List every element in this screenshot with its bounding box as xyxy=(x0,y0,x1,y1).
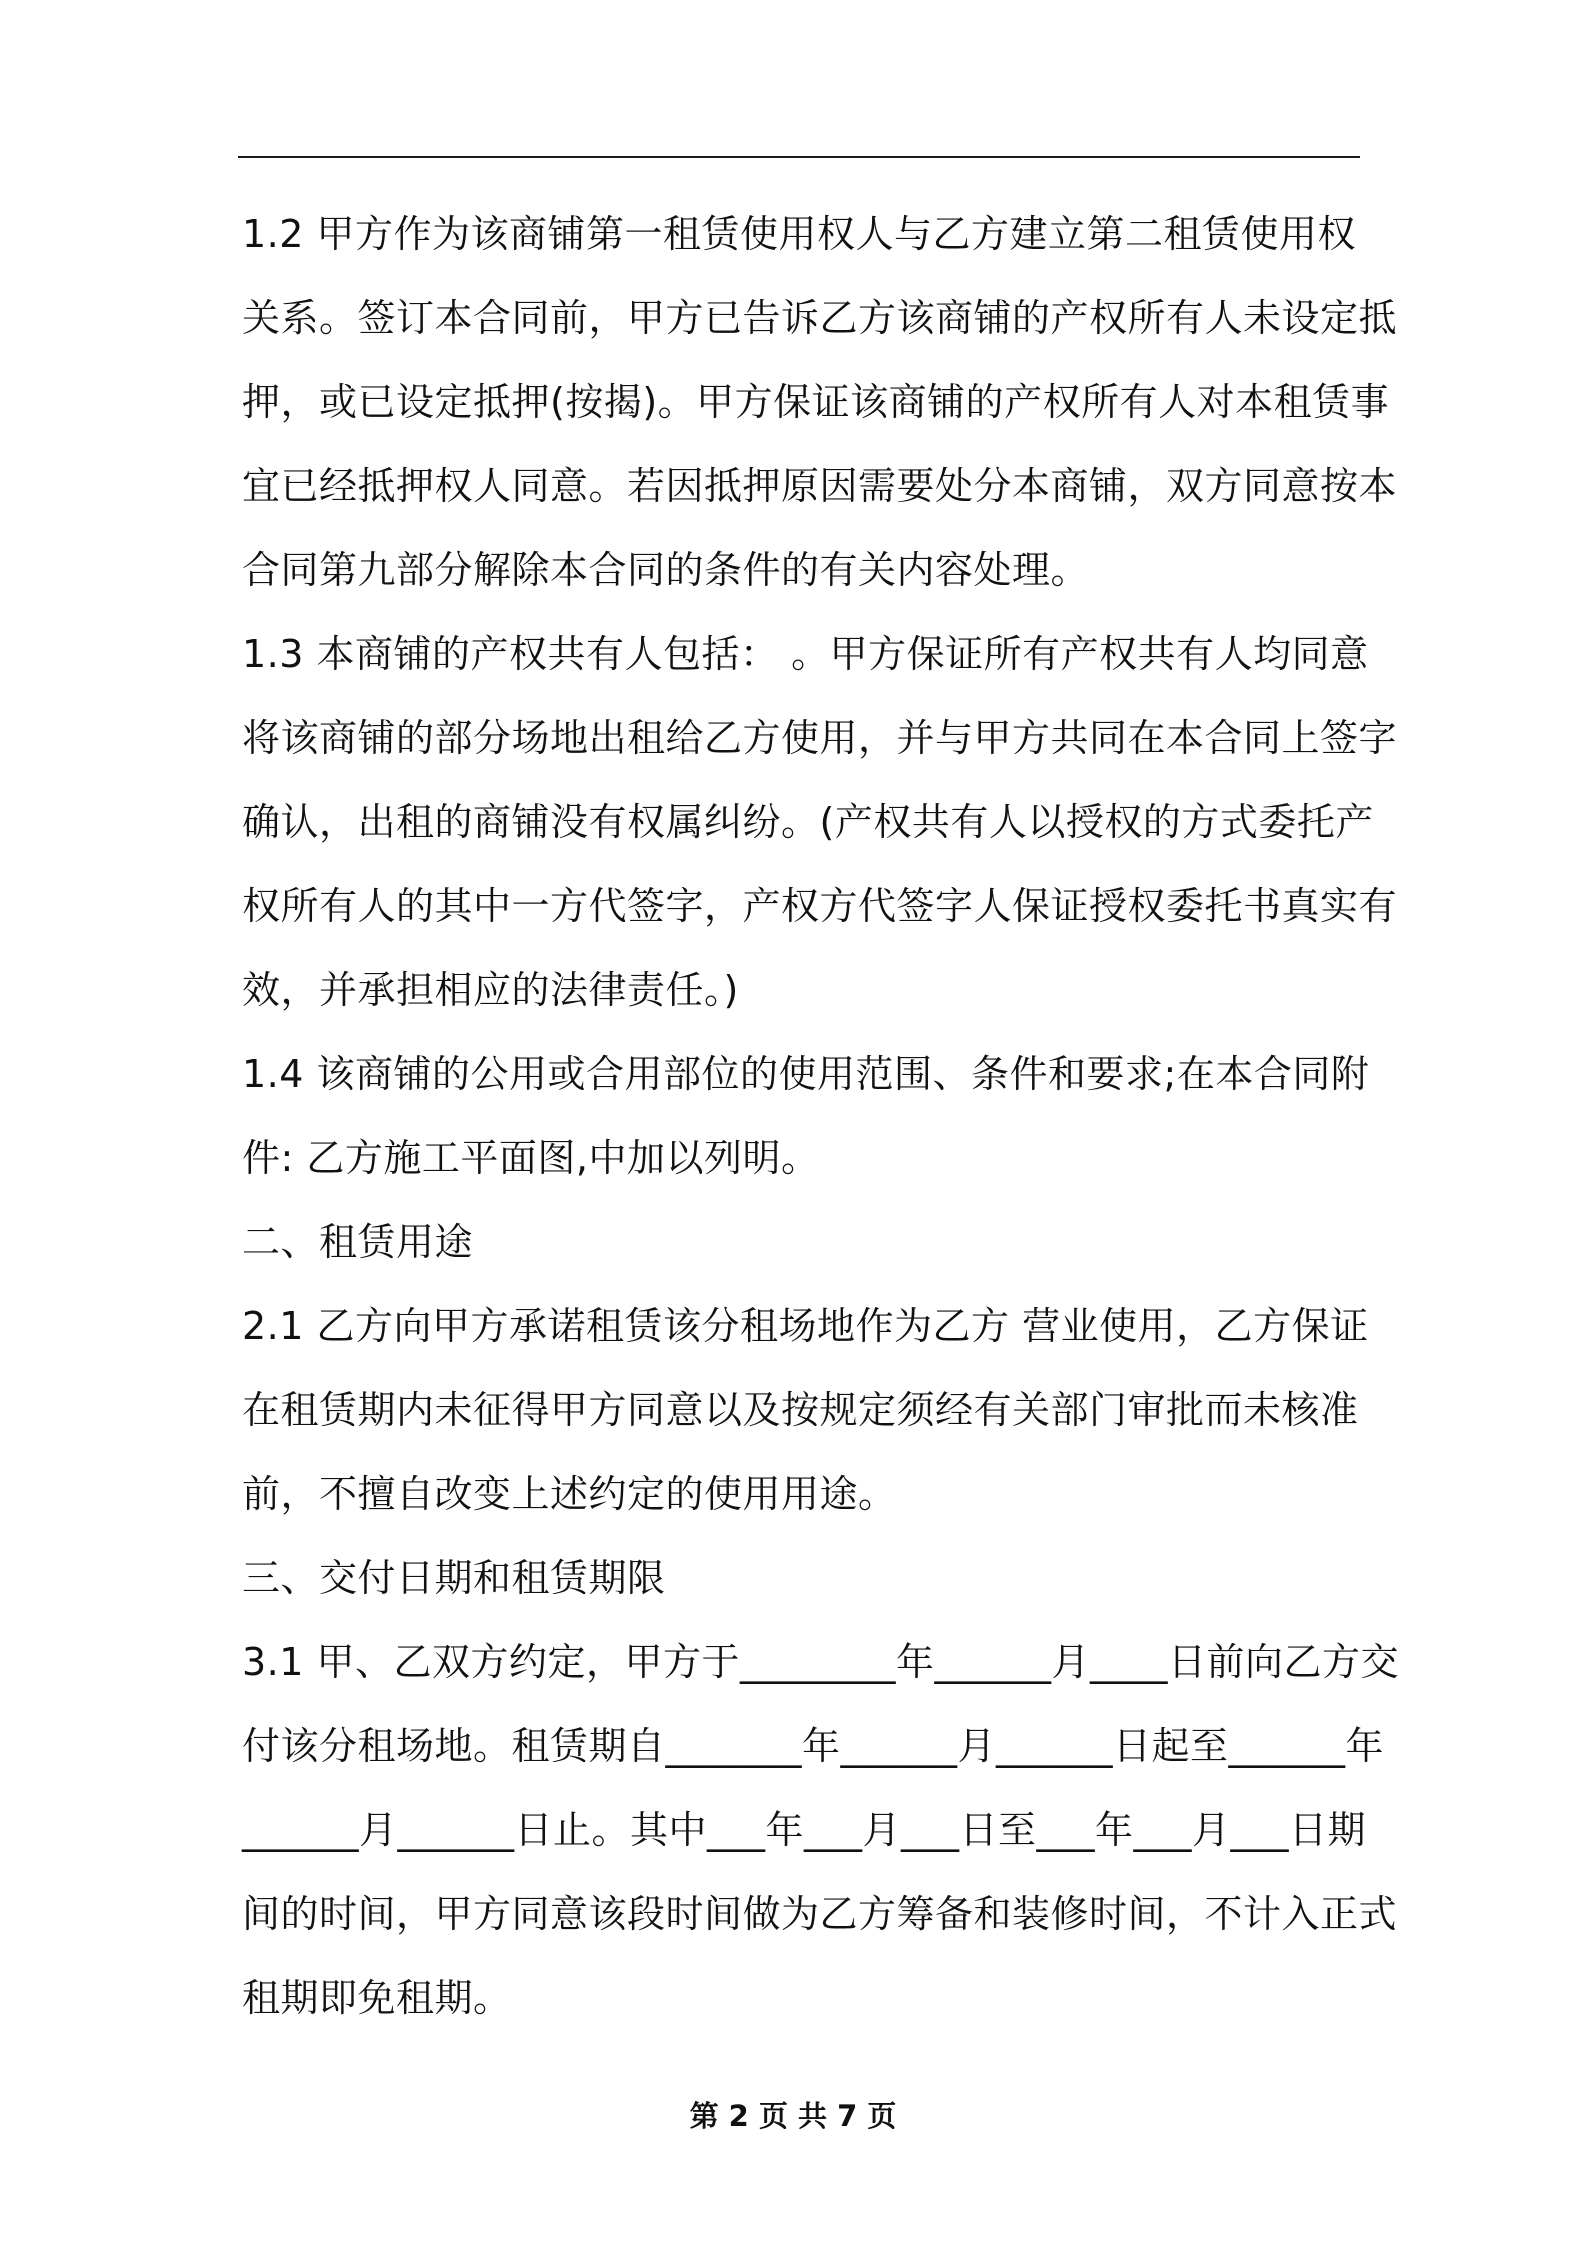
text-line: 3.1 甲、乙双方约定，甲方于________年______月____日前向乙方交 xyxy=(242,1640,1400,1684)
text-line: ______月______日止。其中___年___月___日至___年___月___日期 xyxy=(242,1808,1367,1852)
text-line: 前，不擅自改变上述约定的使用用途。 xyxy=(242,1472,897,1516)
text-line: 1.4 该商铺的公用或合用部位的使用范围、条件和要求;在本合同附 xyxy=(242,1052,1370,1096)
text-line: 1.2 甲方作为该商铺第一租赁使用权人与乙方建立第二租赁使用权 xyxy=(242,212,1357,256)
text-line: 1.3 本商铺的产权共有人包括： 。甲方保证所有产权共有人均同意 xyxy=(242,632,1369,676)
header-rule xyxy=(238,156,1360,158)
section-heading: 二、租赁用途 xyxy=(242,1220,474,1264)
text-line: 确认，出租的商铺没有权属纠纷。(产权共有人以授权的方式委托产 xyxy=(242,800,1374,844)
section-heading: 三、交付日期和租赁期限 xyxy=(242,1556,666,1600)
text-line: 间的时间，甲方同意该段时间做为乙方筹备和装修时间，不计入正式 xyxy=(242,1892,1398,1936)
text-line: 将该商铺的部分场地出租给乙方使用，并与甲方共同在本合同上签字 xyxy=(242,716,1398,760)
text-line: 权所有人的其中一方代签字，产权方代签字人保证授权委托书真实有 xyxy=(242,884,1398,928)
page-number: 第 2 页 共 7 页 xyxy=(689,2099,897,2133)
text-line: 效，并承担相应的法律责任。) xyxy=(242,968,739,1012)
text-line: 租期即免租期。 xyxy=(242,1976,512,2020)
text-line: 2.1 乙方向甲方承诺租赁该分租场地作为乙方 营业使用，乙方保证 xyxy=(242,1304,1369,1348)
text-line: 宜已经抵押权人同意。若因抵押原因需要处分本商铺，双方同意按本 xyxy=(242,464,1398,508)
document-body xyxy=(242,192,1400,2040)
text-line: 关系。签订本合同前，甲方已告诉乙方该商铺的产权所有人未设定抵 xyxy=(242,296,1398,340)
text-line: 付该分租场地。租赁期自_______年______月______日起至______年 xyxy=(242,1724,1385,1768)
text-line: 件: 乙方施工平面图,中加以列明。 xyxy=(242,1136,820,1180)
text-line: 在租赁期内未征得甲方同意以及按规定须经有关部门审批而未核准 xyxy=(242,1388,1359,1432)
text-line: 押，或已设定抵押(按揭)。甲方保证该商铺的产权所有人对本租赁事 xyxy=(242,380,1390,424)
text-line: 合同第九部分解除本合同的条件的有关内容处理。 xyxy=(242,548,1090,592)
